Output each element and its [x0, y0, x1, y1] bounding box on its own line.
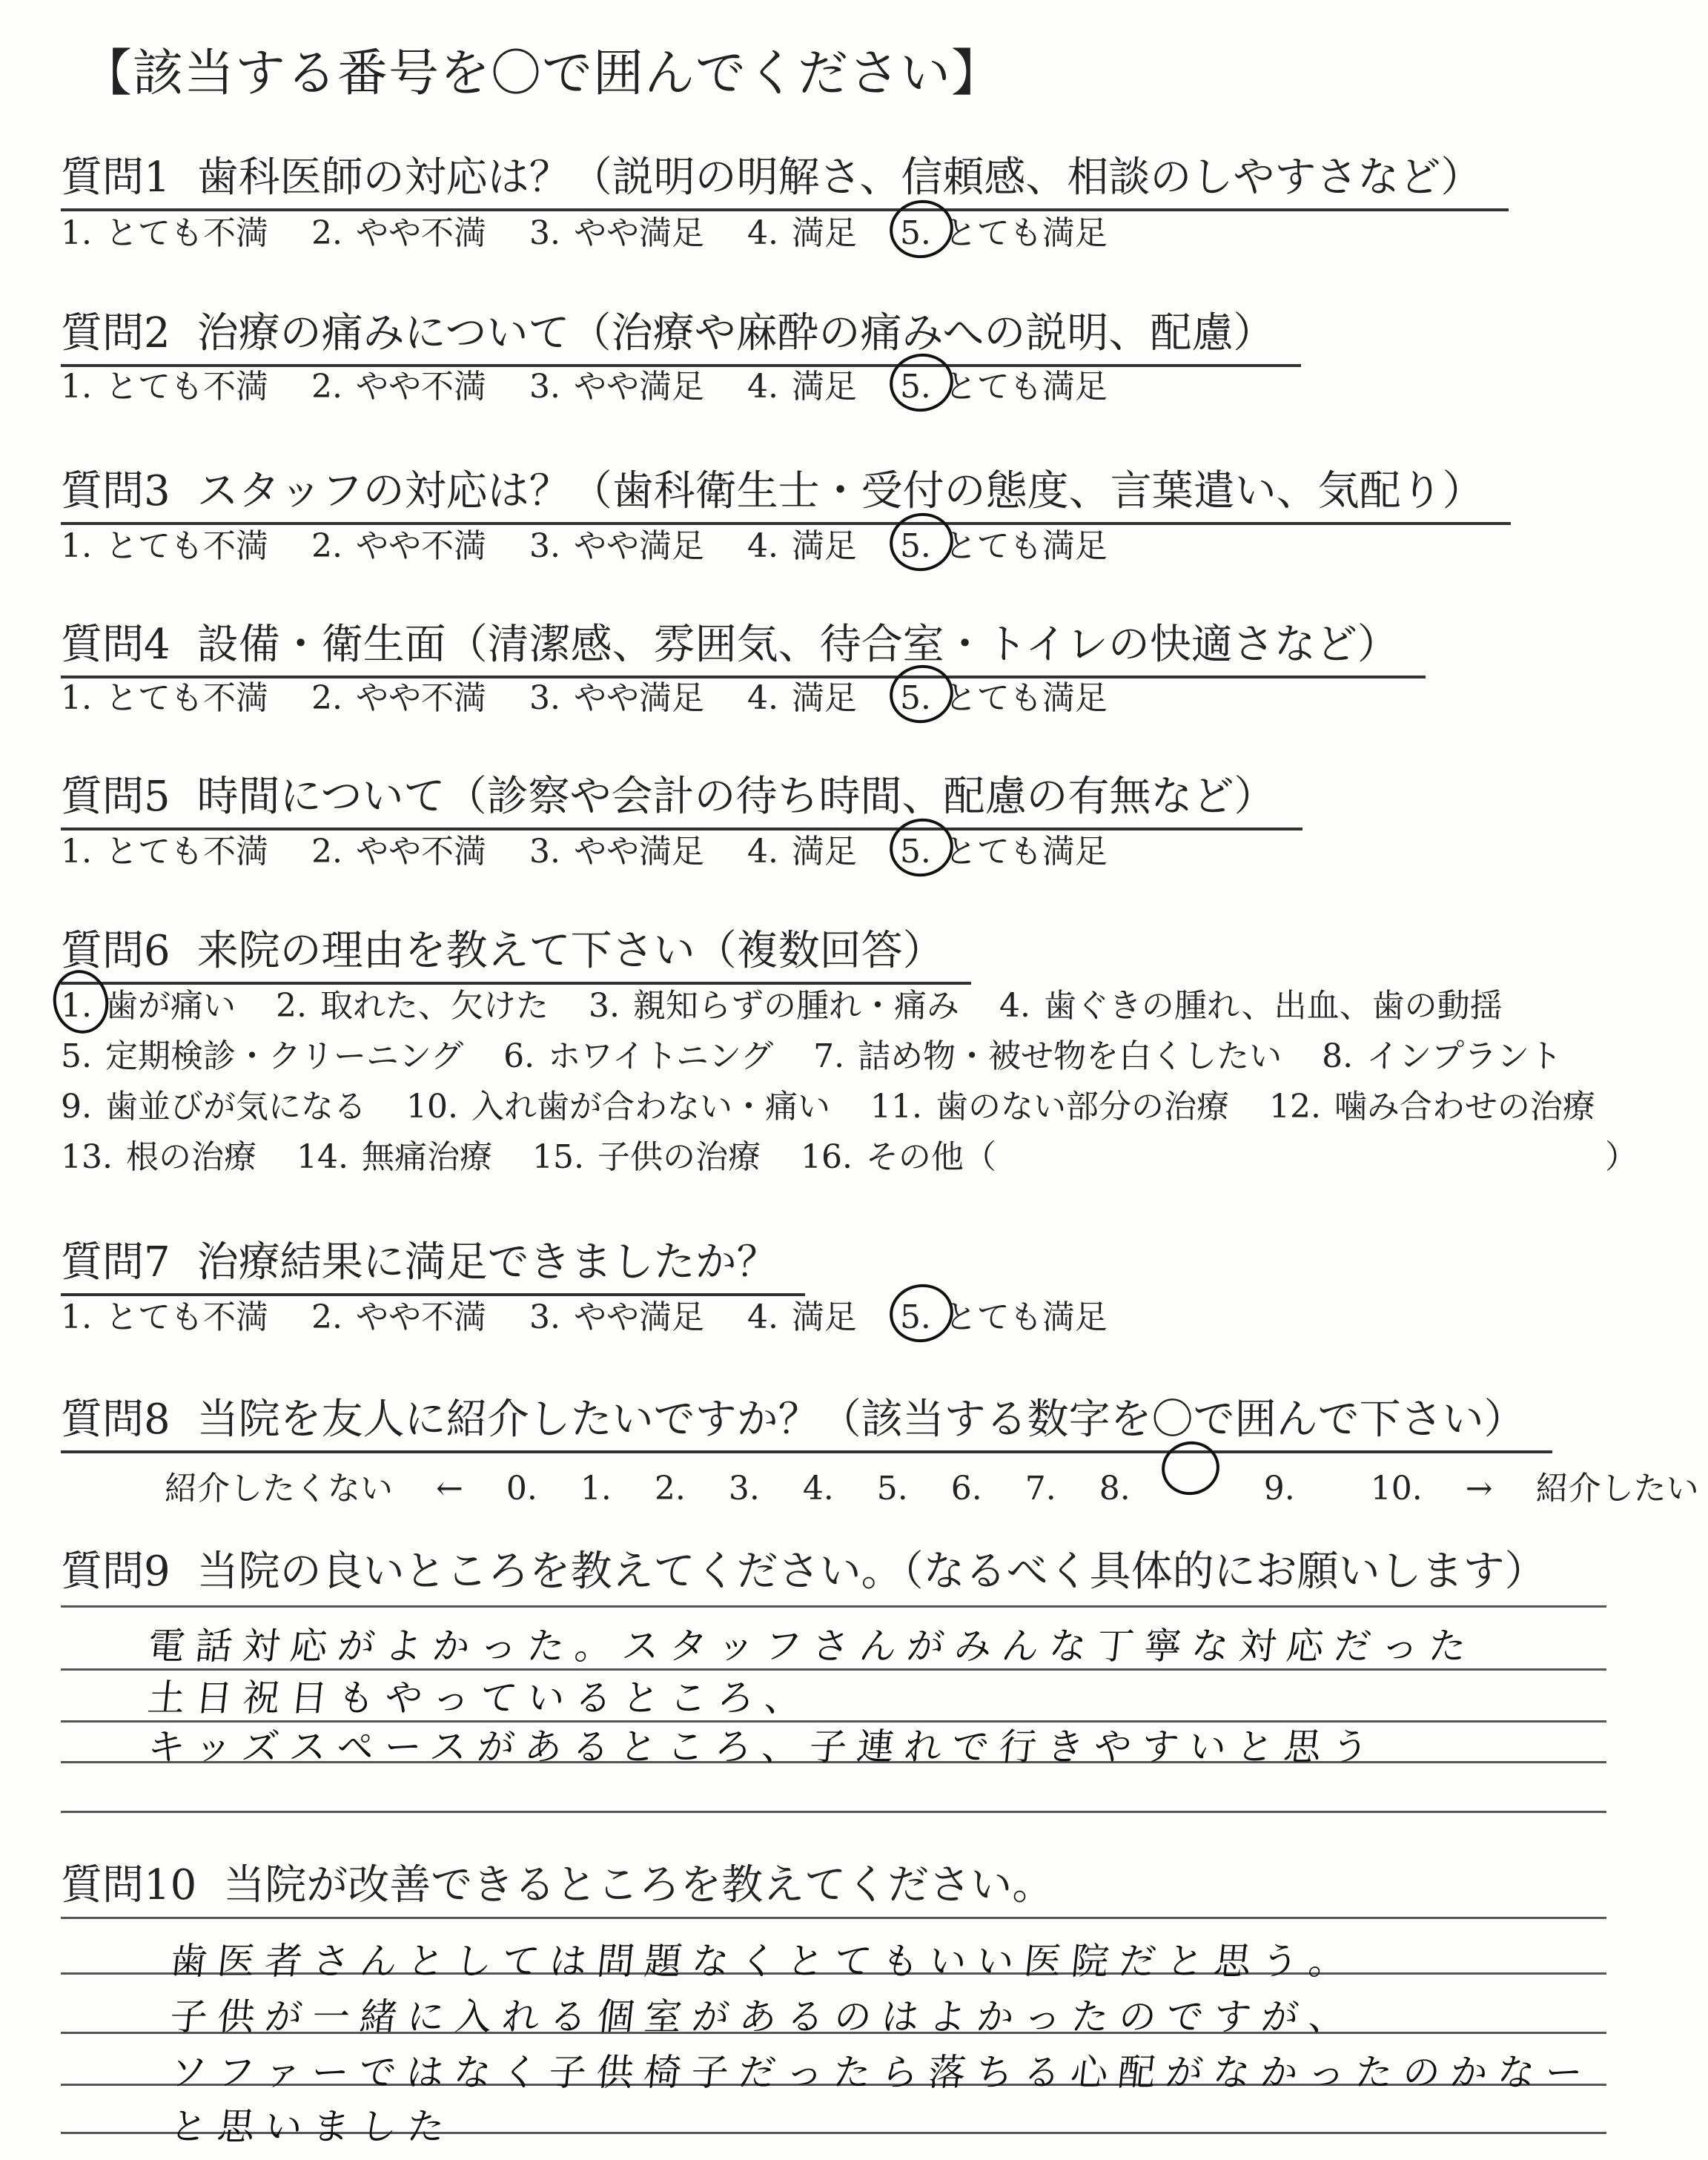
reason-13[interactable]: 13. 根の治療 [61, 1138, 256, 1176]
question-number: 質問8 [61, 1396, 171, 1444]
left-arrow-icon: ← [436, 1470, 463, 1507]
scale-3[interactable]: 3. [728, 1470, 760, 1507]
answer-line [61, 1605, 1606, 1608]
option-4[interactable]: 4. 満足 [747, 214, 857, 252]
reason-16-other[interactable]: 16. その他（ [800, 1138, 996, 1176]
reason-6[interactable]: 6. ホワイトニング [503, 1037, 774, 1075]
answer-line [61, 1917, 1606, 1919]
reason-2[interactable]: 2. 取れた、欠けた [275, 987, 549, 1025]
question-3-heading [61, 458, 1511, 525]
reason-3[interactable]: 3. 親知らずの腫れ・痛み [588, 987, 959, 1025]
option-1[interactable]: 1. とても不満 [61, 1298, 268, 1336]
question-6-heading [61, 918, 971, 985]
option-2[interactable]: 2. やや不満 [311, 368, 486, 406]
question-5-heading [61, 764, 1302, 830]
question-number: 質問9 [61, 1548, 171, 1596]
option-2[interactable]: 2. やや不満 [311, 214, 486, 252]
reason-row [61, 979, 1532, 1026]
question-5-options [61, 825, 1140, 872]
reason-row [61, 1029, 1592, 1077]
handwritten-answer-line: ソファーではなく子供椅子だったら落ちる心配がなかったのかなー [168, 2051, 1595, 2094]
option-4[interactable]: 4. 満足 [747, 833, 857, 871]
option-2[interactable]: 2. やや不満 [311, 527, 486, 565]
question-7-options [61, 1290, 1140, 1338]
reason-7[interactable]: 7. 詰め物・被せ物を白くしたい [813, 1037, 1282, 1075]
reason-12[interactable]: 12. 噛み合わせの治療 [1268, 1088, 1595, 1126]
question-number: 質問4 [61, 621, 171, 669]
scale-1[interactable]: 1. [580, 1470, 612, 1507]
question-number: 質問3 [61, 467, 171, 515]
option-2[interactable]: 2. やや不満 [311, 833, 486, 871]
answer-circle [884, 1278, 959, 1348]
question-number: 質問6 [61, 927, 171, 975]
question-number: 質問7 [61, 1238, 171, 1287]
reason-10[interactable]: 10. 入れ歯が合わない・痛い [406, 1088, 830, 1126]
reason-8[interactable]: 8. インプラント [1322, 1037, 1563, 1075]
option-3[interactable]: 3. やや満足 [529, 214, 704, 252]
question-text: 歯科医師の対応は？（説明の明解さ、信頼感、相談のしやすさなど） [196, 153, 1483, 202]
option-3[interactable]: 3. やや満足 [529, 368, 704, 406]
question-9-heading [61, 1539, 1573, 1602]
recommend-scale [165, 1446, 1708, 1509]
right-arrow-icon: → [1465, 1470, 1493, 1507]
page-title: 【該当する番号を〇で囲んでください】 [82, 44, 1003, 103]
scale-right-label: 紹介したい [1535, 1470, 1699, 1507]
option-2[interactable]: 2. やや不満 [311, 679, 486, 717]
reason-row [61, 1130, 1026, 1178]
option-5-selected[interactable]: 5. とても満足 [900, 360, 1108, 407]
reason-5[interactable]: 5. 定期検診・クリーニング [61, 1037, 464, 1075]
reason-1-selected[interactable]: 1. 歯が痛い [61, 979, 236, 1026]
handwritten-answer-line: 歯医者さんとしては問題なくとてもいい医院だと思う。 [168, 1940, 1359, 1983]
option-5-selected[interactable]: 5. とても満足 [900, 206, 1108, 254]
question-text: 当院を友人に紹介したいですか？（該当する数字を〇で囲んで下さい） [196, 1396, 1526, 1444]
question-text: 治療結果に満足できましたか？ [196, 1238, 778, 1287]
scale-4[interactable]: 4. [802, 1470, 834, 1507]
scale-6[interactable]: 6. [950, 1470, 982, 1507]
scale-10[interactable]: 10. [1370, 1470, 1423, 1507]
question-1-heading [61, 145, 1509, 211]
scale-0[interactable]: 0. [506, 1470, 537, 1507]
question-1-options [61, 206, 1140, 254]
question-text: 治療の痛みについて（治療や麻酔の痛みへの説明、配慮） [196, 309, 1275, 357]
handwritten-answer-line: 子供が一緒に入れる個室があるのはよかったのですが、 [168, 1995, 1359, 2038]
question-8-heading [61, 1387, 1552, 1453]
option-1[interactable]: 1. とても不満 [61, 679, 268, 717]
question-number: 質問2 [61, 309, 171, 357]
answer-circle [1156, 1436, 1224, 1501]
handwritten-answer-line: 土日祝日もやっているところ、 [145, 1677, 815, 1720]
scale-left-label: 紹介したくない [165, 1470, 393, 1507]
handwritten-answer-line: と思いました [168, 2105, 457, 2148]
reason-row [61, 1080, 1625, 1127]
answer-line [61, 1811, 1606, 1813]
reason-14[interactable]: 14. 無痛治療 [296, 1138, 492, 1176]
question-4-heading [61, 612, 1426, 678]
option-5-selected[interactable]: 5. とても満足 [900, 519, 1108, 567]
option-3[interactable]: 3. やや満足 [529, 833, 704, 871]
question-number: 質問1 [61, 153, 171, 202]
scale-2[interactable]: 2. [654, 1470, 686, 1507]
question-4-options [61, 671, 1140, 719]
reason-11[interactable]: 11. 歯のない部分の治療 [870, 1088, 1229, 1126]
scale-5[interactable]: 5. [876, 1470, 908, 1507]
option-4[interactable]: 4. 満足 [747, 1298, 857, 1336]
question-text: 来院の理由を教えて下さい（複数回答） [196, 927, 944, 975]
handwritten-answer-line: 電話対応がよかった。スタッフさんがみんな丁寧な対応だった [145, 1625, 1479, 1668]
question-number: 質問5 [61, 773, 171, 821]
option-1[interactable]: 1. とても不満 [61, 214, 268, 252]
option-5-selected[interactable]: 5. とても満足 [900, 671, 1108, 719]
question-text: 設備・衛生面（清潔感、雰囲気、待合室・トイレの快適さなど） [196, 621, 1399, 669]
scale-8[interactable]: 8. [1099, 1470, 1131, 1507]
scale-7[interactable]: 7. [1025, 1470, 1056, 1507]
option-2[interactable]: 2. やや不満 [311, 1298, 486, 1336]
option-3[interactable]: 3. やや満足 [529, 527, 704, 565]
question-text: スタッフの対応は？（歯科衛生士・受付の態度、言葉遣い、気配り） [196, 467, 1484, 515]
question-7-heading [61, 1229, 805, 1296]
option-3[interactable]: 3. やや満足 [529, 1298, 704, 1336]
option-1[interactable]: 1. とても不満 [61, 527, 268, 565]
question-text: 当院が改善できるところを教えてください。 [223, 1861, 1054, 1909]
question-10-heading [61, 1852, 1080, 1916]
option-3[interactable]: 3. やや満足 [529, 679, 704, 717]
option-5-selected[interactable]: 5. とても満足 [900, 825, 1108, 872]
option-1[interactable]: 1. とても不満 [61, 368, 268, 406]
question-text: 当院の良いところを教えてください。（なるべく具体的にお願いします） [196, 1548, 1546, 1596]
reason-15[interactable]: 15. 子供の治療 [532, 1138, 761, 1176]
question-text: 時間について（診察や会計の待ち時間、配慮の有無など） [196, 773, 1276, 821]
option-1[interactable]: 1. とても不満 [61, 833, 268, 871]
option-4[interactable]: 4. 満足 [747, 527, 857, 565]
reason-4[interactable]: 4. 歯ぐきの腫れ、出血、歯の動揺 [999, 987, 1503, 1025]
other-close-paren: ） [1605, 1138, 1638, 1176]
option-4[interactable]: 4. 満足 [747, 368, 857, 406]
question-2-options [61, 360, 1140, 407]
reason-9[interactable]: 9. 歯並びが気になる [61, 1088, 366, 1126]
option-5-selected[interactable]: 5. とても満足 [900, 1290, 1108, 1338]
option-4[interactable]: 4. 満足 [747, 679, 857, 717]
question-3-options [61, 519, 1140, 567]
question-number: 質問10 [61, 1861, 197, 1909]
handwritten-answer-line: キッズスペースがあるところ、子連れで行きやすいと思う [145, 1725, 1382, 1768]
question-2-heading [61, 300, 1301, 367]
scale-9-selected[interactable]: 9. [1174, 1446, 1328, 1507]
